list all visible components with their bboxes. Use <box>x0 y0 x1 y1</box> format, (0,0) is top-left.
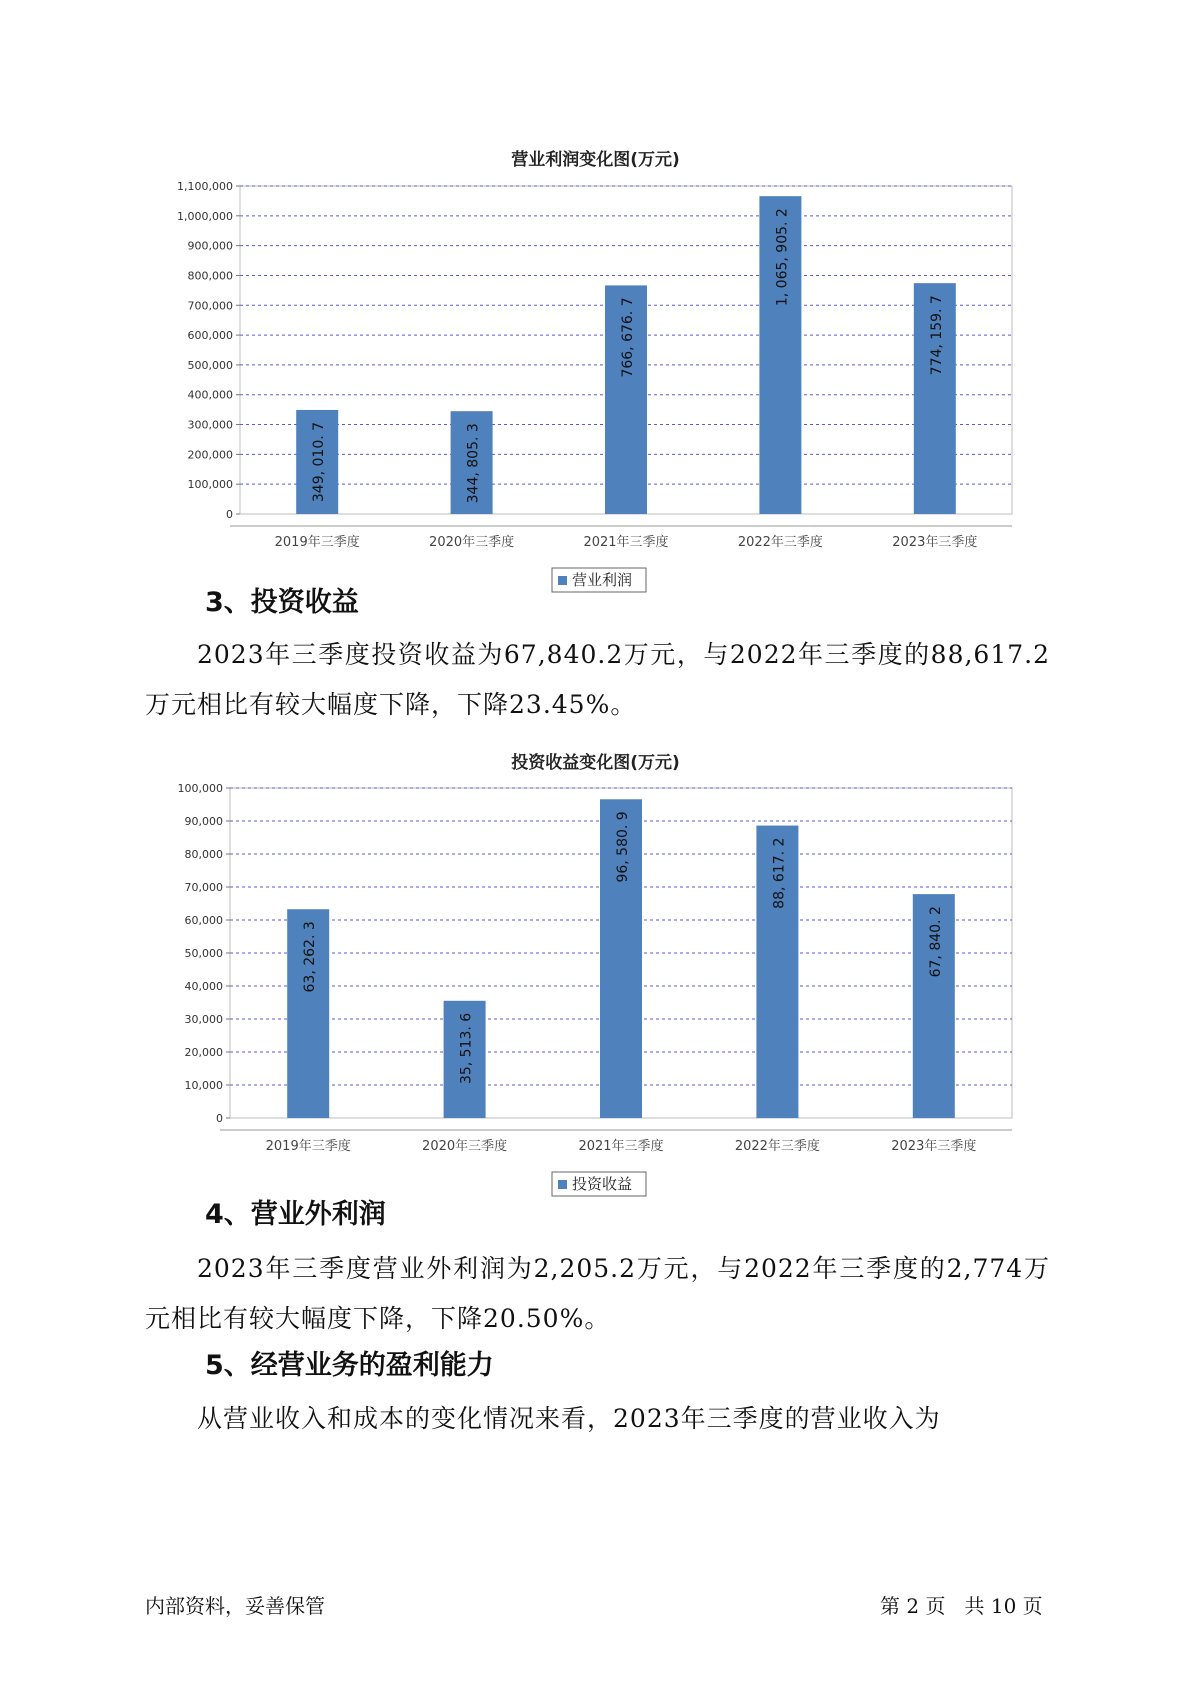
y-tick-label: 0 <box>216 1112 223 1125</box>
section-heading-non-operating-profit: 4、营业外利润 <box>205 1199 386 1230</box>
investment-income-chart <box>0 770 1191 1193</box>
y-tick-label: 900,000 <box>187 239 233 253</box>
data-label: 96, 580. 9 <box>615 811 631 883</box>
category-label: 2020年三季度 <box>422 1139 508 1154</box>
y-tick-label: 300,000 <box>187 418 233 432</box>
y-tick-label: 0 <box>226 508 233 521</box>
y-tick-label: 20,000 <box>184 1046 223 1059</box>
footer-confidential-note: 内部资料，妥善保管 <box>145 1594 325 1618</box>
footer-page-number: 第 2 页 共 10 页 <box>880 1594 1043 1618</box>
y-tick-label: 40,000 <box>184 980 223 993</box>
y-tick-label: 1,000,000 <box>177 209 233 223</box>
paragraph-investment-income: 2023年三季度投资收益为67,840.2万元，与2022年三季度的88,617.2万元相比有较大幅度下降，下降23.45%。 <box>145 640 1050 719</box>
y-tick-label: 400,000 <box>187 388 233 402</box>
data-label: 766, 676. 7 <box>620 297 636 378</box>
data-label: 67, 840. 2 <box>927 906 944 978</box>
y-tick-label: 80,000 <box>184 848 223 861</box>
y-tick-label: 800,000 <box>187 269 233 283</box>
category-label: 2023年三季度 <box>892 535 978 550</box>
data-label: 349, 010. 7 <box>311 421 328 503</box>
data-label: 63, 262. 3 <box>302 921 319 993</box>
category-label: 2020年三季度 <box>429 535 515 550</box>
y-tick-label: 10,000 <box>184 1079 223 1092</box>
y-tick-label: 60,000 <box>184 914 223 927</box>
y-tick-label: 30,000 <box>184 1013 223 1026</box>
category-label: 2019年三季度 <box>265 1139 351 1154</box>
y-tick-label: 50,000 <box>184 947 223 960</box>
data-label: 1, 065, 905. 2 <box>774 208 791 307</box>
operating-profit-chart <box>0 168 1191 589</box>
data-label: 344, 805. 3 <box>465 423 482 504</box>
category-label: 2022年三季度 <box>737 535 823 550</box>
section-heading-investment-income: 3、投资收益 <box>205 587 359 618</box>
y-tick-label: 100,000 <box>177 782 223 795</box>
category-label: 2021年三季度 <box>578 1139 664 1154</box>
chart-1-title: 营业利润变化图(万元) <box>511 150 680 170</box>
y-tick-label: 100,000 <box>187 478 233 492</box>
category-label: 2019年三季度 <box>274 535 360 550</box>
chart-2-title: 投资收益变化图(万元) <box>511 753 680 773</box>
y-tick-label: 500,000 <box>187 358 233 372</box>
legend-label: 投资收益 <box>572 1175 633 1193</box>
paragraph-profitability: 从营业收入和成本的变化情况来看，2023年三季度的营业收入为 <box>197 1404 941 1433</box>
category-label: 2022年三季度 <box>734 1139 820 1154</box>
paragraph-non-operating-profit: 2023年三季度营业外利润为2,205.2万元，与2022年三季度的2,774万元相比有较大幅度下降，下降20.50%。 <box>145 1254 1050 1333</box>
data-label: 774, 159. 7 <box>928 295 945 376</box>
legend-swatch <box>558 1180 567 1189</box>
y-tick-label: 700,000 <box>187 299 233 313</box>
y-tick-label: 70,000 <box>184 881 223 894</box>
y-tick-label: 1,100,000 <box>177 180 233 193</box>
y-tick-label: 90,000 <box>184 815 223 828</box>
data-label: 88, 617. 2 <box>771 837 788 909</box>
legend-swatch <box>558 576 567 585</box>
data-label: 35, 513. 6 <box>458 1012 475 1085</box>
section-heading-profitability: 5、经营业务的盈利能力 <box>205 1350 494 1381</box>
y-tick-label: 600,000 <box>187 329 233 343</box>
category-label: 2023年三季度 <box>891 1139 977 1154</box>
y-tick-label: 200,000 <box>187 448 233 462</box>
category-label: 2021年三季度 <box>583 535 669 550</box>
legend-label: 营业利润 <box>572 571 633 589</box>
